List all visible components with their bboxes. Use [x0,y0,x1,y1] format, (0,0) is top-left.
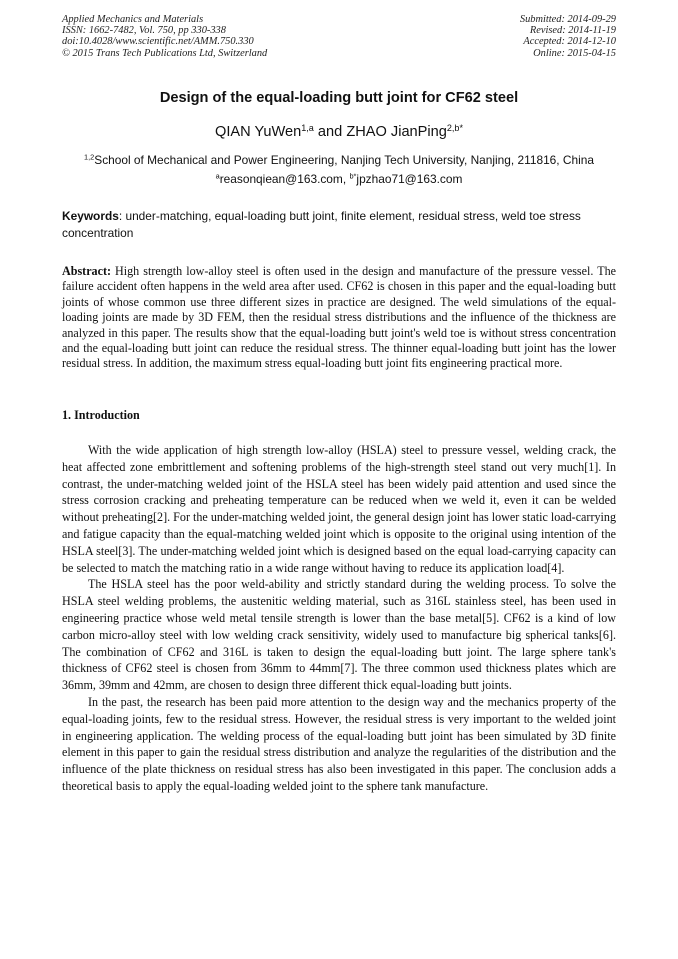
copyright-line: © 2015 Trans Tech Publications Ltd, Switzerland [62,47,268,59]
abstract-text: High strength low-alloy steel is often used in the design and manufacture of the pressure vessel. The failure accident often happens in the weld area after used. CF62 is chosen in this paper and the equal-loading butt joints of whose common use three different sizes in practice are designed. The weld simulations of the equal-loading joints are made by 3D FEM, then the residual stress distributions and the influence of the thickness are analyzed in this paper. The results show that the equal-loading butt joint's weld toe is without stress concentration and the equal-loading butt joint can reduce the residual stress. The thinner equal-loading butt joint has the lower residual stress. In addition, the maximum stress equal-loading butt joint fits engineering practical more. [62,264,616,371]
affiliation [0,153,678,167]
accepted-date: Accepted: 2014-12-10 [523,36,616,48]
revised-date: Revised: 2014-11-19 [529,25,616,37]
author-1-sup: 1,a [301,122,314,133]
email-a: reasonqiean@163.com, [219,172,350,186]
email-line [0,172,678,186]
author-conjunction: and [313,124,347,140]
abstract-label: Abstract: [62,264,112,278]
section-heading: 1. Introduction [62,408,140,422]
history-dates [520,14,616,59]
email-b: jpzhao71@163.com [356,172,463,186]
author-2: ZHAO JianPing [346,124,447,140]
online-date: Online: 2015-04-15 [533,47,616,59]
affiliation-sup: 1,2 [84,152,95,162]
author-1: QIAN YuWen [215,124,302,140]
paper-title: Design of the equal-loading butt joint for CF62 steel [159,90,519,106]
email-b-sup: b* [349,171,357,181]
paragraph: With the wide application of high strength low-alloy (HSLA) steel to pressure vessel, welding crack, the heat affected zone embrittlement and softening problems of the high-strength steel stand out very much[1]. In contrast, the under-matching welded joint of the HSLA steel has been widely paid attention and used since the stress corrosion cracking and preheating temperature can be reduced when we weld it, even it can be welded without preheating[2]. For the under-matching welded joint, the general design joint has lower static load-carrying and fatigue capacity than the equal-matching welded joint which is opposite to the original using intention of the HSLA steel[3]. The under-matching welded joint which is designed based on the equal load-carrying capacity can be selected to match the matching ratio in a wide range without having to reduce its application load[4]. [62,443,616,575]
keywords-label: Keywords [62,209,119,223]
author-line [0,124,678,140]
abstract-paragraph [62,264,616,372]
email-a-sup: a [215,171,220,181]
submitted-date: Submitted: 2014-09-29 [519,14,616,25]
paragraph: The HSLA steel has the poor weld-ability and strictly standard during the welding process. To solve the HSLA steel welding problems, the austenitic welding material, such as 316L stainless steel, has been used in engineering practice whose weld metal tensile strength is lower than the base metal[5]. CF62 is a kind of low carbon micro-alloy steel with low welding crack sensitivity, widely used to manufacture big spherical tanks[6]. The combination of CF62 and 316L is taken to design the equal-loading butt joint. The large sphere tank's thickness of CF62 steel is chosen from 36mm to 44mm[7]. The three common used thickness plates which are 36mm, 39mm and 42mm, are chosen to design three different thick equal-loading butt joints. [62,577,616,693]
issn-line: ISSN: 1662-7482, Vol. 750, pp 330-338 [62,25,226,37]
keywords-text: : under-matching, equal-loading butt joint, finite element, residual stress, weld toe stress concentration [62,209,581,240]
paragraph: In the past, the research has been paid more attention to the design way and the mechanics property of the equal-loading joints, few to the residual stress. However, the residual stress is very important to the welded joint in engineering application. The welding process of the equal-loading butt joint has been simulated by 3D finite element in this paper to gain the residual stress distribution and analyze the regularities of the distribution and the influence of the plate thickness on residual stress has also been investigated in this paper. The conclusion adds a theoretical basis to apply the equal-loading welded joint to the sphere tank manufacture. [62,694,616,793]
doi-line: doi:10.4028/www.scientific.net/AMM.750.330 [62,36,254,48]
keywords [62,208,616,242]
abstract [62,264,616,372]
affiliation-text: School of Mechanical and Power Engineering, Nanjing Tech University, Nanjing, 211816, China [94,153,594,167]
page-header [62,14,616,59]
introduction-body [62,442,616,795]
author-2-sup: 2,b* [446,122,463,133]
publication-info [62,14,267,59]
journal-name: Applied Mechanics and Materials [62,14,204,25]
